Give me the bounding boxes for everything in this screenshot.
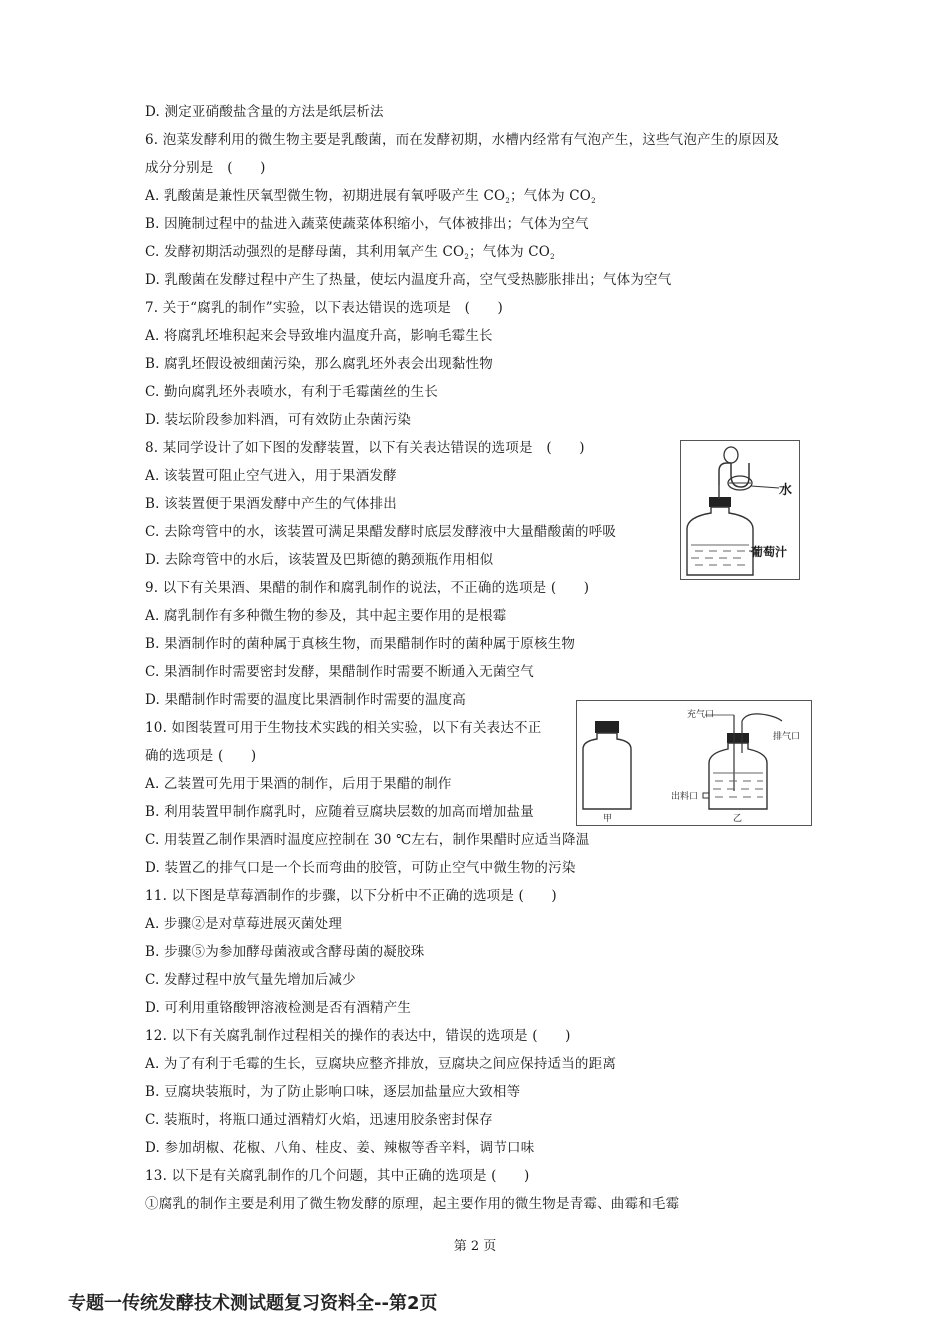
text-line: 6. 泡菜发酵利用的微生物主要是乳酸菌，而在发酵初期，水槽内经常有气泡产生，这些气泡产生的原因及 <box>145 132 780 148</box>
label-jia: 甲 <box>603 814 613 824</box>
text-line: D. 装置乙的排气口是一个长而弯曲的胶管，可防止空气中微生物的污染 <box>145 860 576 876</box>
label-water: 水 <box>779 483 793 498</box>
text-line: 成分分别是 ( ) <box>145 160 266 176</box>
text-line: D. 参加胡椒、花椒、八角、桂皮、姜、辣椒等香辛料，调节口味 <box>145 1140 535 1156</box>
text-line: A. 为了有利于毛霉的生长，豆腐块应整齐排放，豆腐块之间应保持适当的距离 <box>145 1056 617 1072</box>
text-segment: ；气体为 CO <box>468 244 551 260</box>
label-yi: 乙 <box>733 814 743 824</box>
text-line: A. 将腐乳坯堆积起来会导致堆内温度升高，影响毛霉生长 <box>145 328 493 344</box>
text-line: B. 步骤⑤为参加酵母菌液或含酵母菌的凝胶珠 <box>145 944 425 960</box>
text-line: D. 乳酸菌在发酵过程中产生了热量，使坛内温度升高，空气受热膨胀排出；气体为空气 <box>145 272 672 288</box>
subscript: 2 <box>464 253 469 261</box>
text-line: 8. 某同学设计了如下图的发酵装置，以下有关表达错误的选项是 ( ) <box>145 440 585 456</box>
text-line: D. 测定亚硝酸盐含量的方法是纸层析法 <box>145 104 384 120</box>
text-line: B. 该装置便于果酒发酵中产生的气体排出 <box>145 496 398 512</box>
text-line: C. 装瓶时，将瓶口通过酒精灯火焰，迅速用胶条密封保存 <box>145 1112 493 1128</box>
text-line: A. 步骤②是对草莓进展灭菌处理 <box>145 916 343 932</box>
text-line: 11. 以下图是草莓酒制作的步骤，以下分析中不正确的选项是 ( ) <box>145 888 557 904</box>
label-discharge: 出料口 <box>671 792 699 802</box>
text-line <box>145 186 596 211</box>
text-line: D. 果醋制作时需要的温度比果酒制作时需要的温度高 <box>145 692 466 708</box>
text-line: 9. 以下有关果酒、果醋的制作和腐乳制作的说法，不正确的选项是 ( ) <box>145 580 590 596</box>
text-line: D. 装坛阶段参加料酒，可有效防止杂菌污染 <box>145 412 412 428</box>
label-grape-juice: 葡萄汁 <box>751 545 788 559</box>
text-line: B. 豆腐块装瓶时，为了防止影响口味，逐层加盐量应大致相等 <box>145 1084 521 1100</box>
page-number: 第 2 页 <box>453 1239 497 1254</box>
text-line: ①腐乳的制作主要是利用了微生物发酵的原理，起主要作用的微生物是青霉、曲霉和毛霉 <box>145 1196 680 1212</box>
text-line: C. 去除弯管中的水，该装置可满足果醋发酵时底层发酵液中大量醋酸菌的呼吸 <box>145 524 617 540</box>
fermentation-device-figure <box>680 440 800 580</box>
text-line: 12. 以下有关腐乳制作过程相关的操作的表达中，错误的选项是 ( ) <box>145 1028 571 1044</box>
text-line <box>145 242 555 267</box>
text-segment: ；气体为 CO <box>509 188 592 204</box>
subscript: 2 <box>505 197 510 205</box>
text-line: 7. 关于“腐乳的制作”实验，以下表达错误的选项是 ( ) <box>145 300 504 316</box>
text-segment: A. 乳酸菌是兼性厌氧型微生物，初期进展有氧呼吸产生 CO <box>145 188 506 204</box>
text-line: A. 乙装置可先用于果酒的制作，后用于果醋的制作 <box>145 776 452 792</box>
label-air-inlet: 充气口 <box>687 710 715 720</box>
text-line: 确的选项是 ( ) <box>145 748 257 764</box>
text-line: C. 发酵过程中放气量先增加后减少 <box>145 972 356 988</box>
text-line: B. 利用装置甲制作腐乳时，应随着豆腐块层数的加高而增加盐量 <box>145 804 535 820</box>
text-line: C. 果酒制作时需要密封发酵，果醋制作时需要不断通入无菌空气 <box>145 664 534 680</box>
footer-title: 专题一传统发酵技术测试题复习资料全--第2页 <box>68 1293 438 1314</box>
device-jia-yi-figure <box>576 700 812 826</box>
text-segment: C. 发酵初期活动强烈的是酵母菌，其利用氧产生 CO <box>145 244 465 260</box>
text-line: B. 因腌制过程中的盐进入蔬菜使蔬菜体积缩小，气体被排出；气体为空气 <box>145 216 589 232</box>
text-line: A. 腐乳制作有多种微生物的参及，其中起主要作用的是根霉 <box>145 608 507 624</box>
text-line: 13. 以下是有关腐乳制作的几个问题，其中正确的选项是 ( ) <box>145 1168 530 1184</box>
subscript: 2 <box>550 253 555 261</box>
text-line: B. 果酒制作时的菌种属于真核生物，而果醋制作时的菌种属于原核生物 <box>145 636 576 652</box>
text-line: D. 可利用重铬酸钾溶液检测是否有酒精产生 <box>145 1000 412 1016</box>
text-line: C. 勤向腐乳坯外表喷水，有利于毛霉菌丝的生长 <box>145 384 439 400</box>
text-line: 10. 如图装置可用于生物技术实践的相关实验，以下有关表达不正 <box>145 720 542 736</box>
text-line: C. 用装置乙制作果酒时温度应控制在 30 ℃左右，制作果醋时应适当降温 <box>145 832 590 848</box>
text-line: A. 该装置可阻止空气进入，用于果酒发酵 <box>145 468 397 484</box>
text-line: B. 腐乳坯假设被细菌污染，那么腐乳坯外表会出现黏性物 <box>145 356 493 372</box>
text-line: D. 去除弯管中的水后，该装置及巴斯德的鹅颈瓶作用相似 <box>145 552 494 568</box>
label-air-outlet: 排气口 <box>773 732 801 742</box>
subscript: 2 <box>591 197 596 205</box>
